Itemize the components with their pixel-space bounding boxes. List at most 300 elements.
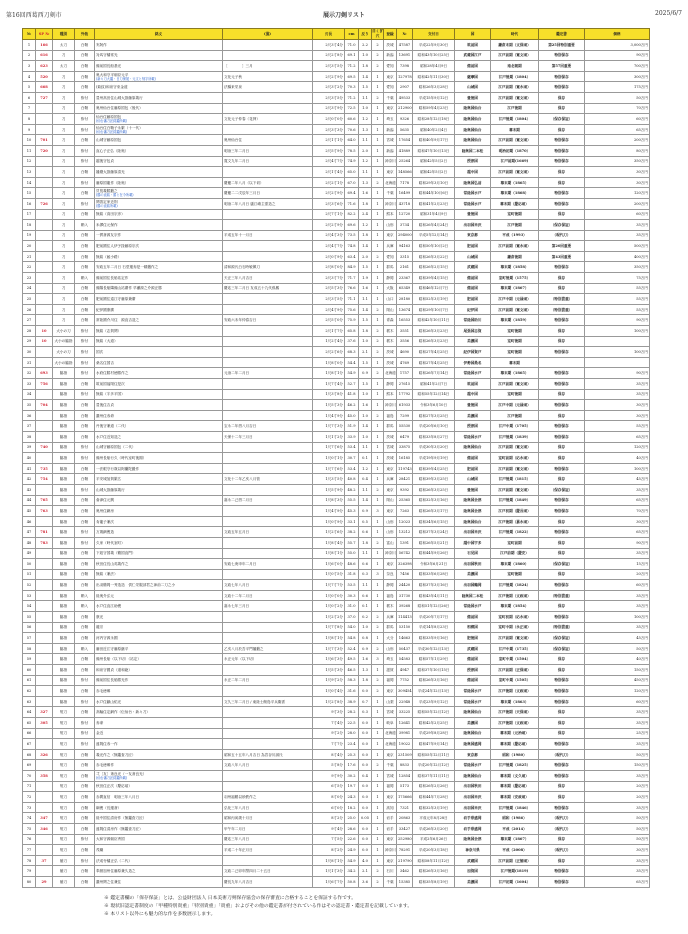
table-row — [23, 823, 650, 834]
table-row — [23, 209, 650, 220]
cell-text: 252980 — [398, 837, 412, 842]
cell-mount — [75, 304, 95, 315]
cell-mei — [95, 188, 223, 199]
cell-kuni — [455, 379, 491, 390]
cell-ura — [223, 781, 313, 792]
cell-text: 70万円 — [636, 508, 648, 513]
cell-no — [23, 326, 36, 337]
cell-text: 江戸後期（1846） — [498, 805, 531, 810]
cell-text: (菊紋)和泉守来金道 — [96, 85, 128, 90]
cell-text: 神奈川 — [385, 847, 396, 852]
cell-mount — [75, 145, 95, 156]
cell-text: ［ ］三月 — [224, 63, 253, 68]
cell-mei — [95, 537, 223, 548]
cell-ura — [223, 548, 313, 559]
cell-mei — [95, 294, 223, 305]
cell-reg — [384, 590, 397, 601]
cell-mei — [95, 516, 223, 527]
cell-mount — [75, 230, 95, 241]
cell-mount — [75, 431, 95, 442]
cell-mount — [75, 495, 95, 506]
table-row — [23, 548, 650, 559]
cell-text: 平成元年8月28日 — [419, 816, 448, 821]
cell-regno — [397, 379, 413, 390]
cell-text: 刀 — [61, 307, 66, 312]
cell-cm — [345, 813, 359, 824]
cell-type — [53, 770, 75, 781]
cell-text: 69.1 — [347, 53, 356, 58]
cell-text: 7263 — [399, 508, 410, 513]
cell-cert — [539, 262, 585, 273]
cell-no — [23, 876, 36, 887]
cell-text: 60万円 — [636, 212, 648, 217]
cell-sp — [36, 209, 53, 220]
cell-text: 拵付 — [80, 455, 89, 460]
cell-cert — [539, 241, 585, 252]
cell-text: 昭和37年11月11日 — [417, 773, 450, 778]
cell-regno — [397, 167, 413, 178]
cell-kuni — [455, 876, 491, 887]
cell-text: 65万円 — [636, 530, 648, 535]
cell-text: 武蔵国江戸 — [463, 53, 482, 58]
cell-text: 0.0 — [362, 741, 368, 746]
cell-text: 幕末期（1854） — [500, 604, 529, 609]
cell-text: 宮城 — [386, 710, 394, 715]
cell-text: 白鞘 — [80, 710, 89, 715]
cell-cm — [345, 283, 359, 294]
cell-era — [491, 675, 539, 686]
cell-no — [23, 82, 36, 93]
cell-reg — [384, 336, 397, 347]
cell-sp — [36, 294, 53, 305]
cell-text: 1 — [376, 667, 379, 672]
cell-len — [313, 315, 345, 326]
cell-text: 筑前国 — [467, 42, 478, 47]
cell-text: 備州長船（以下切）（祐定） — [96, 657, 141, 662]
cell-text: 50万円 — [636, 646, 648, 651]
cell-reg — [384, 654, 397, 665]
cell-text: 保存 — [557, 413, 566, 418]
cell-text: 保存 — [557, 667, 566, 672]
cell-text: 54.0 — [347, 625, 356, 630]
cell-kuni — [455, 770, 491, 781]
cell-text: 刀 — [61, 233, 66, 238]
cell-text: 拵付 — [80, 360, 89, 365]
cell-mei — [95, 273, 223, 284]
cell-text: 13 — [26, 169, 32, 174]
cell-text: 白鞘 — [80, 74, 89, 79]
cell-date — [413, 209, 455, 220]
cell-text: 特別保存 — [554, 85, 569, 90]
cell-ura — [223, 135, 313, 146]
cell-text: 出羽国鶴岡 — [463, 583, 482, 588]
cell-type — [53, 855, 75, 866]
table-row — [23, 506, 650, 517]
cell-date — [413, 135, 455, 146]
cell-cm — [345, 379, 359, 390]
cell-mei — [95, 103, 223, 114]
cell-text: 57 — [26, 636, 32, 641]
cell-text: 1尺3寸5分 — [325, 477, 343, 482]
cell-ana — [372, 220, 384, 231]
cell-len — [313, 145, 345, 156]
cell-no — [23, 336, 36, 347]
cell-text: 41 — [26, 466, 32, 471]
cell-text: 康光 — [96, 614, 104, 619]
cell-regno — [397, 474, 413, 485]
cell-cm — [345, 156, 359, 167]
cell-text: 肯龍子兼次 — [96, 519, 114, 524]
cell-text: 千葉 — [386, 95, 394, 100]
cell-text: 刀 — [61, 191, 66, 196]
cell-date — [413, 707, 455, 718]
cell-mount — [75, 135, 95, 146]
cell-sp — [36, 675, 53, 686]
cell-text: 栃木 — [386, 339, 394, 344]
cell-text: 55530 — [398, 424, 411, 429]
cell-mei — [95, 167, 223, 178]
cell-text: 水戸住直江助俊 — [96, 604, 122, 609]
cell-type — [53, 633, 75, 644]
cell-text: 平成（2014） — [502, 826, 527, 831]
cell-mei — [95, 654, 223, 665]
cell-text: 90万円 — [636, 53, 648, 58]
cell-price — [585, 760, 650, 771]
cell-text: 静岡 — [386, 583, 394, 588]
cell-cert — [539, 347, 585, 358]
cell-text: （保存保証） — [550, 646, 573, 651]
cell-text: 保存 — [557, 551, 566, 556]
cell-text: 7321 — [399, 805, 410, 810]
cell-sori — [359, 71, 372, 82]
column-header: 種別 — [53, 29, 75, 40]
cell-text: 白鞘 — [80, 138, 89, 143]
cell-text: 幕末期（安政頃） — [500, 794, 529, 799]
cell-mei — [95, 368, 223, 379]
cell-text: 保存 — [557, 710, 566, 715]
cell-text: 100万円 — [633, 466, 648, 471]
cell-text: 2 — [376, 63, 379, 68]
cell-sori — [359, 283, 372, 294]
table-row — [23, 516, 650, 527]
cell-kuni — [455, 855, 491, 866]
cell-text: 68.3 — [347, 350, 356, 355]
cell-no — [23, 686, 36, 697]
cell-text: 0.2 — [362, 614, 368, 619]
cell-mount — [75, 760, 95, 771]
cell-sori — [359, 675, 372, 686]
cell-text: 12023 — [398, 519, 411, 524]
cell-mount — [75, 315, 95, 326]
cell-text: 148566 — [398, 169, 412, 174]
cell-mount — [75, 400, 95, 411]
cell-text: 42 — [26, 477, 32, 482]
table-row — [23, 696, 650, 707]
cell-ura — [223, 770, 313, 781]
cell-text: 東京 — [386, 858, 394, 863]
cell-cert — [539, 92, 585, 103]
cell-text: 第57回重要 — [551, 63, 572, 68]
table-row — [23, 453, 650, 464]
cell-text: 30万円 — [636, 169, 648, 174]
reference-note: (仙台藩刀匠銘鑑所載) — [96, 129, 128, 134]
cell-text: 65万円 — [636, 498, 648, 503]
cell-cm — [345, 580, 359, 591]
cell-text: 越中国宇多 — [463, 540, 482, 545]
cell-mount — [75, 453, 95, 464]
cell-text: 12641 — [398, 720, 411, 725]
cell-text: 24.9 — [347, 847, 356, 852]
cell-text: 0.0 — [362, 720, 368, 725]
cell-text: 35万円 — [636, 222, 648, 227]
cell-regno — [397, 188, 413, 199]
table-row — [23, 103, 650, 114]
cell-text: 下総守国義（鶴国直門） — [96, 551, 136, 556]
cell-sp — [36, 421, 53, 432]
cell-type — [53, 283, 75, 294]
cell-text: 保存 — [557, 731, 566, 736]
cell-text: 39981 — [398, 731, 411, 736]
cell-ana — [372, 283, 384, 294]
cell-text: 明治三年二月日 — [224, 148, 250, 153]
cell-regno — [397, 484, 413, 495]
cell-text: 0.6 — [362, 593, 368, 598]
cell-price — [585, 431, 650, 442]
cell-kuni — [455, 421, 491, 432]
cell-cert — [539, 326, 585, 337]
cell-text: 宝永二年酉八月吉日 — [224, 424, 257, 429]
table-row — [23, 283, 650, 294]
cell-text: 常陸国水戸 — [463, 434, 482, 439]
cell-date — [413, 823, 455, 834]
cell-no — [23, 220, 36, 231]
cell-len — [313, 357, 345, 368]
cell-kuni — [455, 548, 491, 559]
cell-type — [53, 421, 75, 432]
cell-text: 20863 — [398, 816, 411, 821]
cell-reg — [384, 220, 397, 231]
cell-cert — [539, 569, 585, 580]
cell-text: 脇指 — [59, 572, 68, 577]
cell-text: 1 — [376, 286, 379, 291]
cell-text: 白鞘 — [80, 689, 89, 694]
cell-cert — [539, 718, 585, 729]
cell-sp — [36, 654, 53, 665]
cell-text: 武蔵国 — [467, 858, 478, 863]
cell-ura — [223, 71, 313, 82]
cell-text: 熊本 — [386, 212, 394, 217]
cell-text: 39268 — [398, 604, 411, 609]
cell-len — [313, 241, 345, 252]
cell-price — [585, 145, 650, 156]
cell-text: 太刀 — [59, 63, 68, 68]
cell-cert — [539, 177, 585, 188]
cell-text: 特別保存 — [554, 402, 569, 407]
cell-text: 保存 — [557, 286, 566, 291]
cell-text: 平成24年12月13日 — [417, 689, 450, 694]
cell-text: 1.5 — [362, 85, 368, 90]
cell-text: 1.6 — [362, 657, 368, 662]
cell-date — [413, 167, 455, 178]
reference-note: (新々刀大鑑・日刀保展・元文と刻字所載) — [96, 76, 156, 81]
cell-text: 摂津国 — [467, 667, 478, 672]
cell-text: 1.0 — [362, 53, 368, 58]
cell-text: 白鞘 — [80, 424, 89, 429]
cell-text: 0.9 — [362, 508, 368, 513]
cell-regno — [397, 834, 413, 845]
cell-text: 33.1 — [347, 519, 356, 524]
cell-cm — [345, 876, 359, 887]
cell-regno — [397, 368, 413, 379]
cell-text: 1 — [376, 583, 379, 588]
cell-ana — [372, 326, 384, 337]
cell-date — [413, 220, 455, 231]
cell-text: 脇指 — [59, 424, 68, 429]
cell-kuni — [455, 177, 491, 188]
cell-len — [313, 559, 345, 570]
cell-no — [23, 421, 36, 432]
cell-sori — [359, 198, 372, 209]
cell-text: 白鞘 — [80, 466, 89, 471]
cell-text: 30.3 — [347, 593, 356, 598]
cell-text: 特別保存 — [554, 689, 569, 694]
cell-text: 江戸後期（1825） — [498, 763, 531, 768]
cell-mount — [75, 622, 95, 633]
cell-ura — [223, 273, 313, 284]
cell-mount — [75, 124, 95, 135]
cell-text: 0.4 — [362, 477, 368, 482]
cell-text: 脇指 — [59, 614, 68, 619]
cell-type — [53, 410, 75, 421]
cell-reg — [384, 728, 397, 739]
cell-kuni — [455, 156, 491, 167]
cell-sori — [359, 135, 372, 146]
cell-text: 36 — [26, 413, 32, 418]
cell-len — [313, 421, 345, 432]
cell-text: 30.7 — [347, 455, 356, 460]
cell-sp — [36, 442, 53, 453]
cell-type — [53, 845, 75, 856]
cell-text: 昭和26年3月28日 — [418, 85, 449, 90]
cell-text: 1.1 — [362, 138, 368, 143]
cell-kuni — [455, 792, 491, 803]
cell-mount — [75, 347, 95, 358]
cell-sori — [359, 145, 372, 156]
cell-price — [585, 484, 650, 495]
cell-era — [491, 453, 539, 464]
cell-regno — [397, 612, 413, 623]
cell-cm — [345, 92, 359, 103]
cell-text: 56742 — [398, 551, 411, 556]
cell-text: 拵付 — [80, 350, 89, 355]
cell-text: 脇指 — [59, 381, 68, 386]
cell-text: 2 — [376, 42, 379, 47]
cell-ana — [372, 559, 384, 570]
cell-mei — [95, 760, 223, 771]
cell-text: 脇指 — [59, 530, 68, 535]
cell-mei — [95, 802, 223, 813]
cell-price — [585, 50, 650, 61]
cell-mei — [95, 421, 223, 432]
table-row — [23, 421, 650, 432]
cell-date — [413, 728, 455, 739]
cell-era — [491, 251, 539, 262]
cell-text: 短刀 — [59, 837, 68, 842]
cell-mount — [75, 823, 95, 834]
cell-cm — [345, 230, 359, 241]
cell-text: 特別保存 — [554, 318, 569, 323]
cell-era — [491, 537, 539, 548]
cell-text: 2 — [376, 540, 379, 545]
cell-regno — [397, 707, 413, 718]
cell-mei — [95, 728, 223, 739]
cell-reg — [384, 484, 397, 495]
cell-text: 山形 — [386, 222, 394, 227]
cell-cm — [345, 410, 359, 421]
cell-sp — [36, 262, 53, 273]
cell-len — [313, 92, 345, 103]
cell-reg — [384, 792, 397, 803]
cell-era — [491, 71, 539, 82]
cell-price — [585, 326, 650, 337]
cell-era — [491, 527, 539, 538]
cell-text: 盛岡住寿一作 — [96, 741, 118, 746]
cell-no — [23, 410, 36, 421]
cell-cm — [345, 209, 359, 220]
cell-len — [313, 537, 345, 548]
cell-no — [23, 506, 36, 517]
cell-text: 北海道 — [385, 371, 396, 376]
cell-sori — [359, 82, 372, 93]
cell-text: 623 — [40, 63, 48, 68]
cell-kuni — [455, 262, 491, 273]
cell-cert — [539, 474, 585, 485]
cell-mount — [75, 813, 95, 824]
cell-sori — [359, 580, 372, 591]
cell-type — [53, 527, 75, 538]
cell-kuni — [455, 665, 491, 676]
cell-len — [313, 156, 345, 167]
cell-text: 白鞘 — [80, 106, 89, 111]
cell-ana — [372, 241, 384, 252]
cell-cert — [539, 251, 585, 262]
cell-type — [53, 675, 75, 686]
cell-text: 10 — [41, 328, 47, 333]
cell-text: 平成20年12月12日 — [417, 763, 450, 768]
cell-regno — [397, 304, 413, 315]
table-row — [23, 855, 650, 866]
cell-text: 1 — [376, 233, 379, 238]
cell-text: 2尺1寸1分 — [325, 138, 343, 143]
cell-text: （特別貴重） — [550, 593, 573, 598]
cell-len — [313, 114, 345, 125]
cell-text: 拵付 — [80, 445, 89, 450]
cell-text: 実阿作 — [96, 42, 107, 47]
cell-cert — [539, 198, 585, 209]
cell-sori — [359, 368, 372, 379]
cell-price — [585, 527, 650, 538]
cell-text: 大小の脇指 — [54, 360, 73, 365]
cell-type — [53, 304, 75, 315]
cell-len — [313, 718, 345, 729]
cell-text: 令和3年6月10日 — [419, 402, 448, 407]
cell-mount — [75, 654, 95, 665]
cell-mei — [95, 770, 223, 781]
cell-no — [23, 294, 36, 305]
cell-kuni — [455, 442, 491, 453]
cell-type — [53, 442, 75, 453]
cell-sori — [359, 590, 372, 601]
